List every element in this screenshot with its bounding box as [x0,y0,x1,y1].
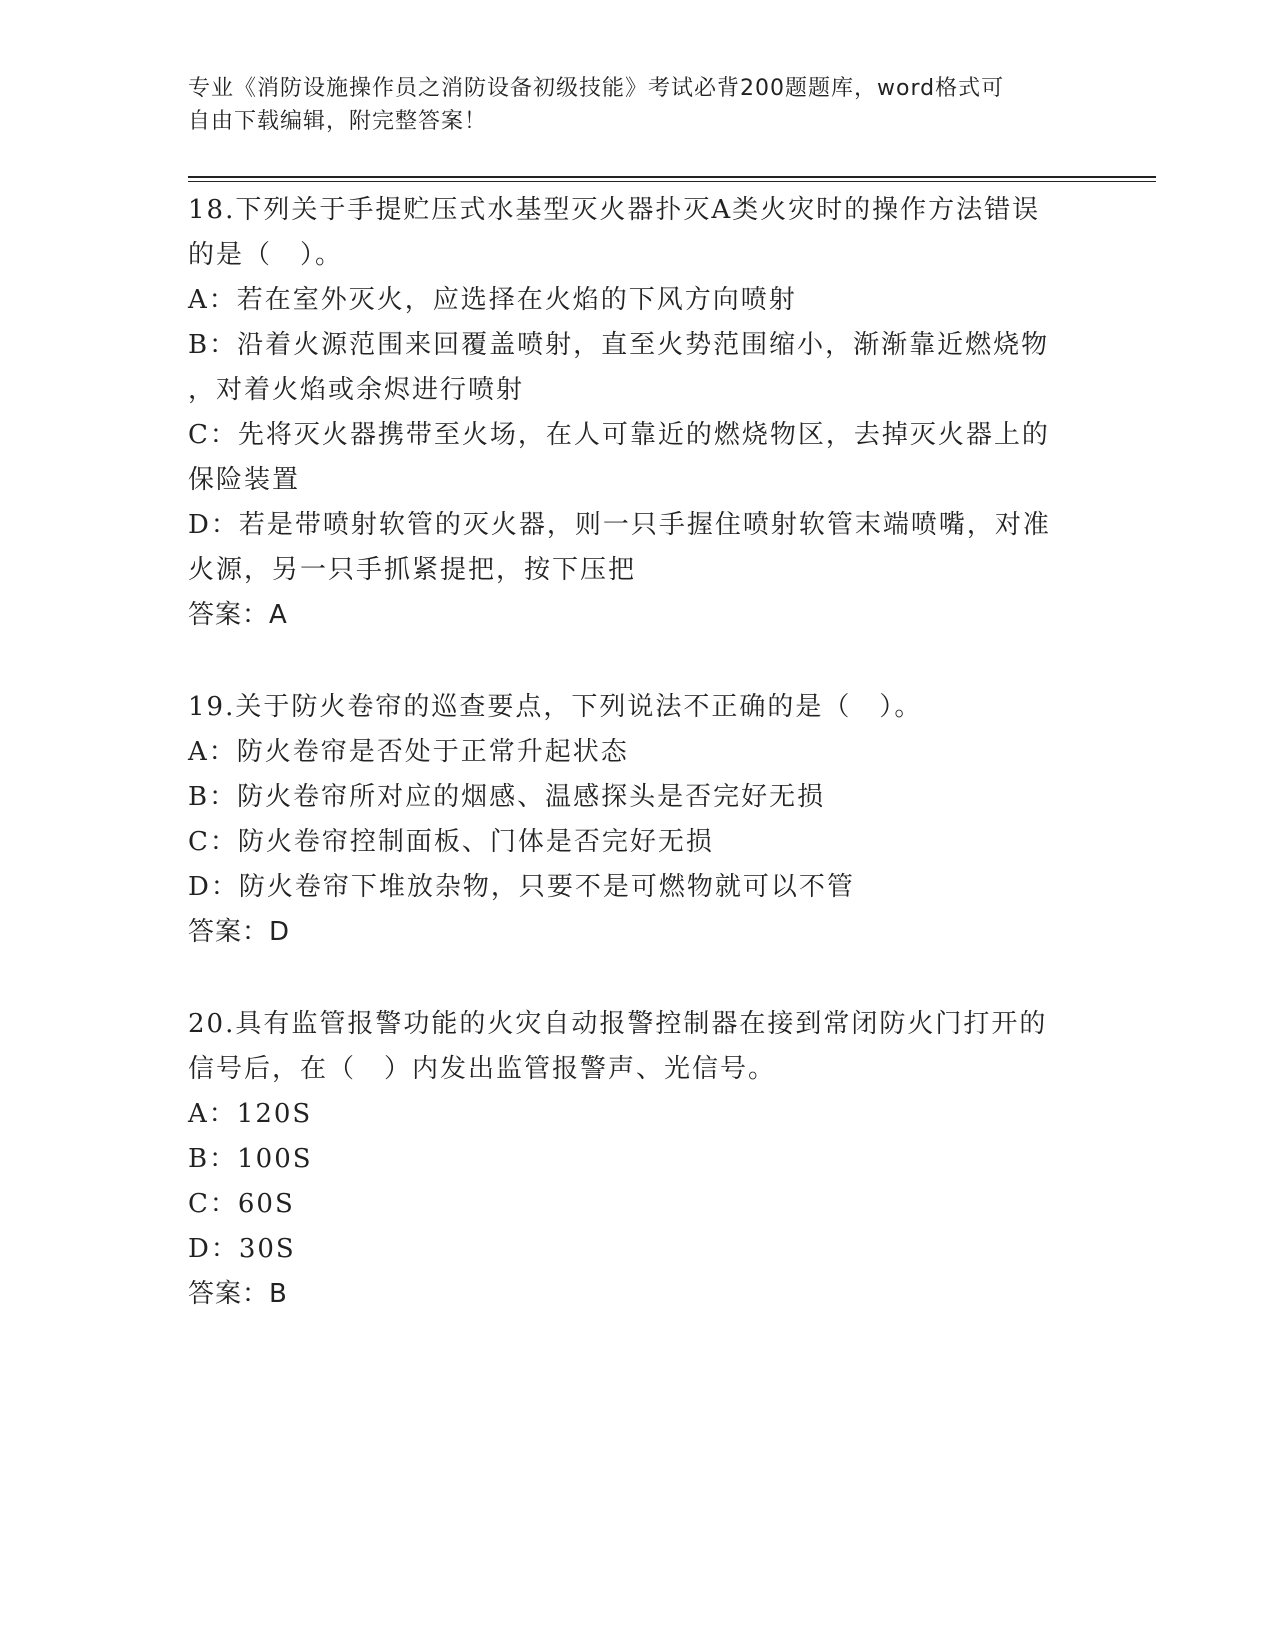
question-20-answer: 答案：B [188,1279,288,1309]
question-20-stem-line-1: 20.具有监管报警功能的火灾自动报警控制器在接到常闭防火门打开的 [188,1009,1048,1039]
question-18-answer: 答案：A [188,600,288,630]
question-20-option-d: D：30S [188,1234,296,1264]
question-18-option-c-line-2: 保险装置 [188,465,301,495]
question-19-option-c: C：防火卷帘控制面板、门体是否完好无损 [188,827,714,857]
question-18-stem-line-1: 18.下列关于手提贮压式水基型灭火器扑灭A类火灾时的操作方法错误 [188,195,1041,225]
question-19-answer: 答案：D [188,917,291,947]
question-18-option-d-line-2: 火源，另一只手抓紧提把，按下压把 [188,555,637,585]
question-19-stem-line-1: 19.关于防火卷帘的巡查要点，下列说法不正确的是（ ）。 [188,692,923,722]
question-18-option-d-line-1: D：若是带喷射软管的灭火器，则一只手握住喷射软管末端喷嘴，对准 [188,510,1051,540]
question-spacer [188,638,1088,685]
question-20-option-c: C：60S [188,1189,295,1219]
question-18-option-b-line-1: B：沿着火源范围来回覆盖喷射，直至火势范围缩小，渐渐靠近燃烧物 [188,330,1050,360]
question-spacer [188,955,1088,1002]
question-20-stem-line-2: 信号后，在（ ）内发出监管报警声、光信号。 [188,1054,777,1084]
question-18-option-a: A：若在室外灭火，应选择在火焰的下风方向喷射 [188,285,797,315]
question-19-option-a: A：防火卷帘是否处于正常升起状态 [188,737,629,767]
header-divider-thin [188,181,1156,182]
question-18-option-c-line-1: C：先将灭火器携带至火场，在人可靠近的燃烧物区，去掉灭火器上的 [188,420,1050,450]
question-19-option-b: B：防火卷帘所对应的烟感、温感探头是否完好无损 [188,782,826,812]
question-20-option-a: A：120S [188,1099,313,1129]
header-line-2: 自由下载编辑，附完整答案！ [188,109,488,134]
question-list [188,188,1088,1317]
question-18-stem-line-2: 的是（ ）。 [188,240,344,270]
header-divider-thick [188,176,1156,178]
question-19 [188,685,1088,955]
question-18-option-b-line-2: ，对着火焰或余烬进行喷射 [188,375,525,405]
document-header [188,72,1088,138]
header-line-1: 专业《消防设施操作员之消防设备初级技能》考试必背200题题库，word格式可 [188,76,1005,101]
question-20-option-b: B：100S [188,1144,313,1174]
question-18 [188,188,1088,638]
question-19-option-d: D：防火卷帘下堆放杂物，只要不是可燃物就可以不管 [188,872,855,902]
question-20 [188,1002,1088,1317]
